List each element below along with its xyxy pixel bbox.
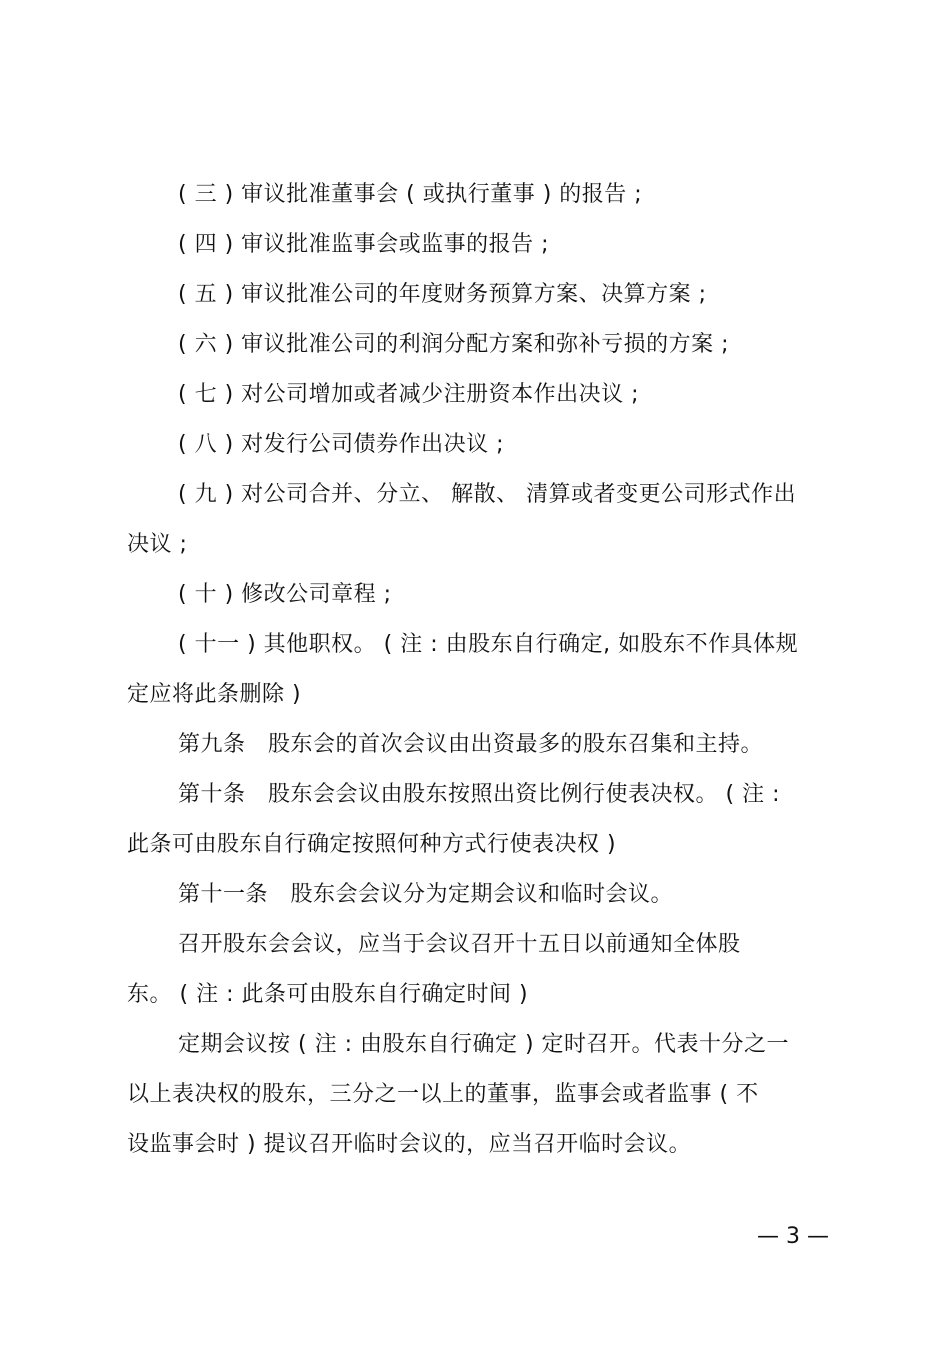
text-line: ( 十 ) 修改公司章程 ; [178,582,392,607]
text-line: 决议 ; [127,532,188,557]
text-line: 此条可由股东自行确定按照何种方式行使表决权 ) [127,832,617,857]
text-line: 设监事会时 ) 提议召开临时会议的，应当召开临时会议。 [127,1132,692,1157]
page-number: — 3 — [757,1224,829,1249]
text-line: 东。 ( 注 : 此条可由股东自行确定时间 ) [127,982,529,1007]
text-line: ( 三 ) 审议批准董事会 ( 或执行董事 ) 的报告 ; [178,182,643,207]
text-line: 以上表决权的股东，三分之一以上的董事，监事会或者监事 ( 不 [127,1082,759,1107]
text-line: 定期会议按 ( 注 : 由股东自行确定 ) 定时召开。代表十分之一 [178,1032,790,1057]
text-line: ( 七 ) 对公司增加或者减少注册资本作出决议 ; [178,382,640,407]
text-line: 召开股东会会议，应当于会议召开十五日以前通知全体股 [178,932,741,957]
text-line: 第十条 股东会会议由股东按照出资比例行使表决权。 ( 注 : [178,782,780,807]
text-line: ( 十一 ) 其他职权。 ( 注 : 由股东自行确定, 如股东不作具体规 [178,632,799,657]
text-line: ( 九 ) 对公司合并、分立、 解散、 清算或者变更公司形式作出 [178,482,797,507]
text-line: 第九条 股东会的首次会议由出资最多的股东召集和主持。 [178,732,764,757]
text-line: 第十一条 股东会会议分为定期会议和临时会议。 [178,882,674,907]
text-line: 定应将此条删除 ) [127,682,302,707]
text-line: ( 五 ) 审议批准公司的年度财务预算方案、决算方案 ; [178,282,707,307]
text-line: ( 四 ) 审议批准监事会或监事的报告 ; [178,232,550,257]
text-line: ( 六 ) 审议批准公司的利润分配方案和弥补亏损的方案 ; [178,332,730,357]
text-line: ( 八 ) 对发行公司债券作出决议 ; [178,432,505,457]
